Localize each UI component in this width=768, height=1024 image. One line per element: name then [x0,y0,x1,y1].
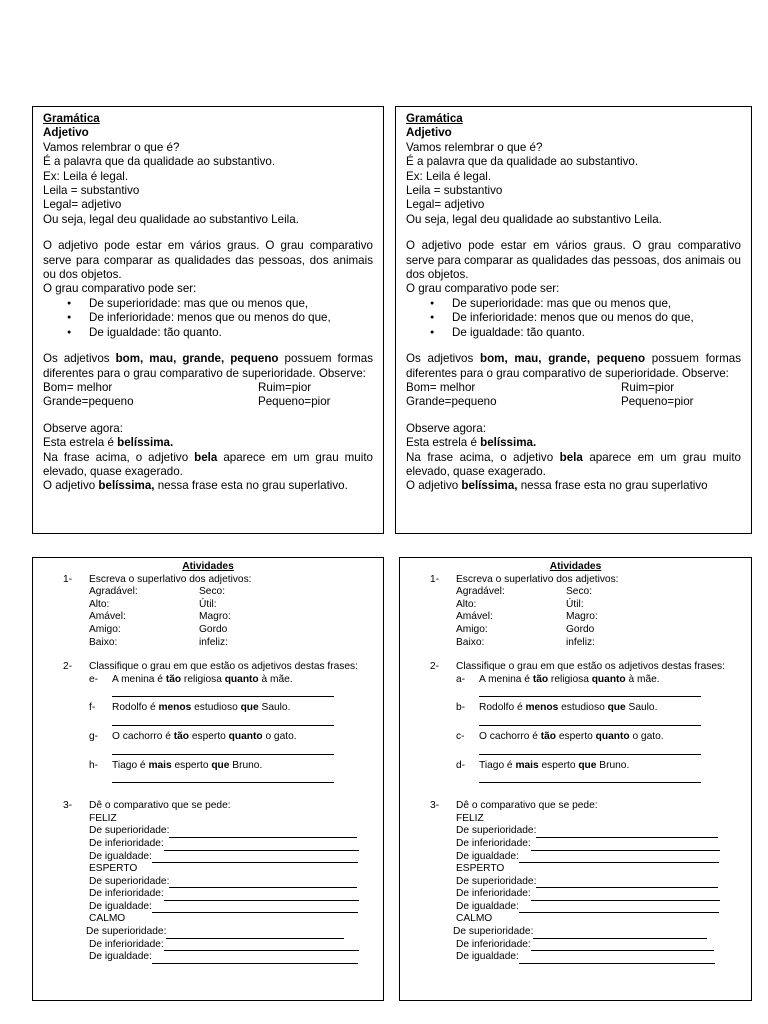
comparison-pair: Grande=pequeno Pequeno=pior [406,395,694,409]
fill-row[interactable]: De inferioridade: [410,838,741,851]
grammar-title: Gramática [406,112,463,125]
comparison-pair: Grande=pequeno Pequeno=pior [43,395,331,409]
fill-row[interactable]: De igualdade: [410,951,741,964]
intro-line: Ex: Leila é legal. [406,169,492,183]
graus-paragraph: O adjetivo pode estar em vários graus. O grau comparativo serve para comparar as qualidades das pessoas, dos animais ou dos objetos. [43,239,373,282]
grammar-panel-left [32,106,384,534]
comparativo-list [43,297,373,340]
intro-line: É a palavra que da qualidade ao substantivo. [406,155,639,169]
bela-paragraph: Na frase acima, o adjetivo bela aparece em um grau muito elevado, quase exagerado. [43,450,373,478]
fill-row[interactable]: De superioridade: [43,926,373,939]
answer-line[interactable] [112,772,334,783]
word-label: FELIZ [456,812,484,824]
comparison-pair: Bom= melhor Ruim=pior [406,380,675,394]
fill-row[interactable]: De igualdade: [410,851,741,864]
answer-line[interactable] [479,772,701,783]
question-3: 3- Dê o comparativo que se pede: [430,800,598,812]
sentence-item: f- Rodolfo é menos estudioso que Saulo. [89,702,291,714]
estrela-line: Esta estrela é belíssima. [406,436,537,450]
irregular-paragraph: Os adjetivos bom, mau, grande, pequeno possuem formas diferentes para o grau comparativo de superioridade. Observe: [406,352,741,380]
adjective-row: Amigo: Gordo [89,623,228,635]
answer-line[interactable] [479,715,701,726]
word-label: ESPERTO [456,863,505,875]
belissima-paragraph: O adjetivo belíssima, nessa frase esta no grau superlativo [406,479,708,493]
intro-line: Leila = substantivo [406,184,503,198]
adjective-row: Agradável: Seco: [456,586,593,598]
estrela-line: Esta estrela é belíssima. [43,436,174,450]
grammar-subtitle: Adjetivo [406,126,452,140]
sentence-item: c- O cachorro é tão esperto quanto o gato. [456,730,664,742]
comparativo-intro: O grau comparativo pode ser: [43,282,197,296]
answer-line[interactable] [479,686,701,697]
sentence-item: e- A menina é tão religiosa quanto à mãe. [89,673,293,685]
fill-row[interactable]: De inferioridade: [43,939,373,952]
activities-title: Atividades [549,561,602,572]
intro-line: Vamos relembrar o que é? [406,140,543,154]
intro-line: Legal= adjetivo [43,198,122,212]
comparativo-list [406,297,741,340]
answer-line[interactable] [112,715,334,726]
intro-line: Ex: Leila é legal. [43,169,129,183]
fill-row[interactable]: De superioridade: [43,876,373,889]
answer-line[interactable] [112,686,334,697]
question-2: 2- Classifique o grau em que estão os adjetivos destas frases: [430,661,725,673]
sentence-item: g- O cachorro é tão esperto quanto o gato. [89,730,297,742]
activities-panel-right [399,557,752,1001]
comparativo-item: ● De inferioridade: menos que ou menos do que, [67,311,373,325]
comparativo-item: ● De superioridade: mas que ou menos que, [430,297,741,311]
word-label: ESPERTO [89,863,138,875]
comparativo-intro: O grau comparativo pode ser: [406,282,560,296]
fill-row[interactable]: De superioridade: [410,876,741,889]
bela-paragraph: Na frase acima, o adjetivo bela aparece em um grau muito elevado, quase exagerado. [406,450,741,478]
question-2: 2- Classifique o grau em que estão os adjetivos destas frases: [63,661,358,673]
intro-line: Legal= adjetivo [406,198,485,212]
intro-line: Ou seja, legal deu qualidade ao substantivo Leila. [406,212,662,226]
question-3: 3- Dê o comparativo que se pede: [63,800,231,812]
grammar-panel-right [395,106,752,534]
activities-title: Atividades [182,561,234,572]
comparativo-item: ● De inferioridade: menos que ou menos do que, [430,311,741,325]
sentence-item: b- Rodolfo é menos estudioso que Saulo. [456,702,658,714]
sentence-item: d- Tiago é mais esperto que Bruno. [456,759,630,771]
comparativo-item: ● De superioridade: mas que ou menos que, [67,297,373,311]
adjective-row: Alto: Útil: [456,598,584,610]
comparativo-item: ● De igualdade: tão quanto. [67,326,373,340]
comparison-pair: Bom= melhor Ruim=pior [43,380,312,394]
grammar-subtitle: Adjetivo [43,126,89,140]
word-label: FELIZ [89,812,117,824]
question-1: 1- Escreva o superlativo dos adjetivos: [430,573,619,585]
word-label: CALMO [456,913,493,925]
sentence-item: h- Tiago é mais esperto que Bruno. [89,759,263,771]
fill-row[interactable]: De igualdade: [43,951,373,964]
adjective-row: Amável: Magro: [89,611,231,623]
fill-row[interactable]: De igualdade: [410,901,741,914]
fill-row[interactable]: De inferioridade: [43,838,373,851]
intro-line: Leila = substantivo [43,184,140,198]
intro-line: Vamos relembrar o que é? [43,140,180,154]
question-1: 1- Escreva o superlativo dos adjetivos: [63,573,252,585]
answer-line[interactable] [112,744,334,755]
irregular-paragraph: Os adjetivos bom, mau, grande, pequeno possuem formas diferentes para o grau comparativo de superioridade. Observe: [43,352,373,380]
grammar-title: Gramática [43,112,100,125]
observe-label: Observe agora: [406,421,486,435]
activities-panel-left [32,557,384,1001]
adjective-row: Agradável: Seco: [89,586,226,598]
fill-row[interactable]: De superioridade: [410,825,741,838]
fill-row[interactable]: De inferioridade: [410,888,741,901]
fill-row[interactable]: De igualdade: [43,851,373,864]
belissima-paragraph: O adjetivo belíssima, nessa frase esta no grau superlativo. [43,479,348,493]
sentence-item: a- A menina é tão religiosa quanto à mãe. [456,673,660,685]
intro-line: Ou seja, legal deu qualidade ao substantivo Leila. [43,212,299,226]
intro-line: É a palavra que da qualidade ao substantivo. [43,155,276,169]
adjective-row: Amigo: Gordo [456,623,595,635]
adjective-row: Alto: Útil: [89,598,217,610]
fill-row[interactable]: De inferioridade: [43,888,373,901]
comparativo-item: ● De igualdade: tão quanto. [430,326,741,340]
observe-label: Observe agora: [43,421,123,435]
fill-row[interactable]: De superioridade: [410,926,741,939]
adjective-row: Amável: Magro: [456,611,598,623]
adjective-row: Baixo: infeliz: [456,636,595,648]
fill-row[interactable]: De superioridade: [43,825,373,838]
answer-line[interactable] [479,744,701,755]
adjective-row: Baixo: infeliz: [89,636,228,648]
word-label: CALMO [89,913,126,925]
fill-row[interactable]: De inferioridade: [410,939,741,952]
fill-row[interactable]: De igualdade: [43,901,373,914]
graus-paragraph: O adjetivo pode estar em vários graus. O grau comparativo serve para comparar as qualidades das pessoas, dos animais ou dos objetos. [406,239,741,282]
